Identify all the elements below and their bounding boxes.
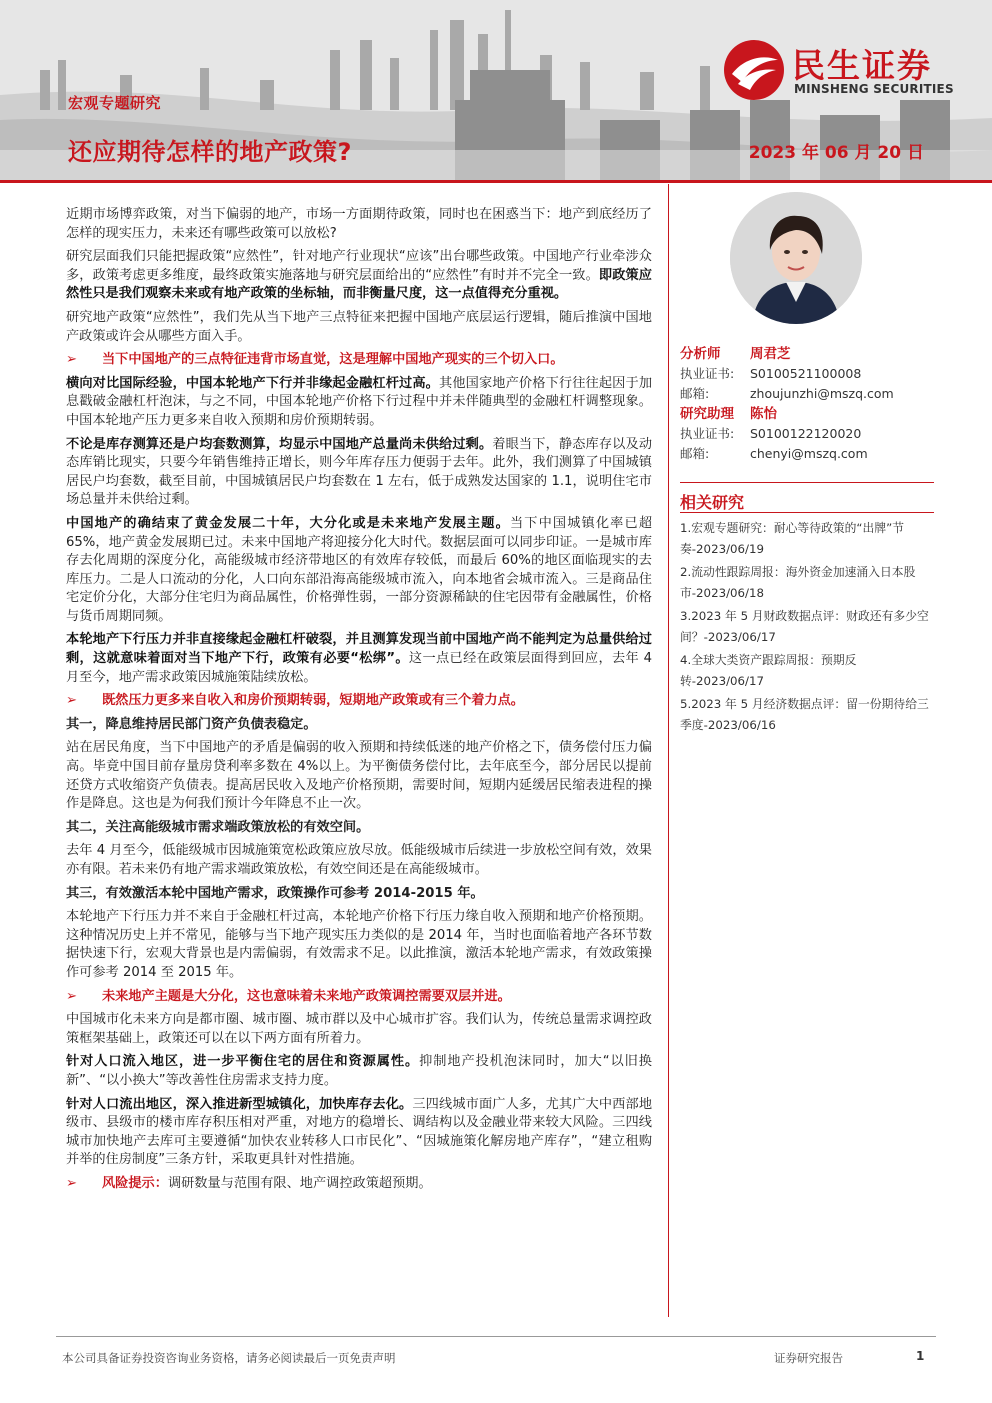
arrow-bullet-icon: ➢ (66, 1175, 78, 1191)
column-divider (668, 184, 669, 1317)
paragraph: 本轮地产下行压力并不来自于金融杠杆过高，本轮地产价格下行压力缘自收入预期和地产价格预期。这种情况历史上并不常见，能够与当下地产现实压力类似的是 2014 年，当时也面临着地产各环节数据快速下行，宏观大背景也是内需偏弱，有效需求不足。以此推演，激活本轮地产需求，有效政策操作可参考 2014 至 2015 年。 (66, 909, 652, 980)
key-point (66, 988, 652, 1007)
related-research-item[interactable]: 5.2023 年 5 月经济数据点评：留一份期待给三季度-2023/06/16 (680, 697, 929, 732)
analyst-name: 周君芝 (750, 346, 791, 362)
paragraph: 近期市场博弈政策，对当下偏弱的地产，市场一方面期待政策，同时也在困惑当下：地产到底经历了怎样的现实压力，未来还有哪些政策可以放松? (66, 207, 652, 241)
footer-divider (56, 1336, 936, 1337)
report-category: 宏观专题研究 (68, 94, 162, 112)
paragraph: 站在居民角度，当下中国地产的矛盾是偏弱的收入预期和持续低迷的地产价格之下，债务偿付压力偏高。毕竟中国目前存量房贷利率多数在 4%以上。为平衡债务偿付比，去年底至今，部分居民以提前还贷方式收缩资产负债表。提高居民收入及地产价格预期，需要时间，短期内延缓居民缩表进程的操作是降息。这也是为何我们预计今年降息不止一次。 (66, 740, 652, 812)
paragraph-text: 当下中国城镇化率已超 65%，地产黄金发展期已过。未来中国地产将迎接分化大时代。数据层面可以同步印证。一是城市库存去化周期的深度分化，高能级城市经济带地区的有效库存较低，而最后 60%的地区面临现实的去库压力。二是人口流动的分化，人口向东部沿海高能级城市流入，向本地省会城市流入。三是商品住宅定价分化，大部分住宅归为商品属性，价格弹性弱，一部分资源稀缺的住宅因带有金融属性，价格与货币周期同频。 (66, 515, 653, 624)
paragraph-text: 抑制地产投机泡沫同时，加大“以旧换新”、“以小换大”等改善性住房需求支持力度。 (66, 1054, 652, 1088)
related-research-item[interactable]: 3.2023 年 5 月财政数据点评：财政还有多少空间？-2023/06/17 (680, 609, 929, 644)
email-label: 邮箱: (680, 386, 710, 401)
risk-note (66, 1175, 652, 1194)
logo-name: 民生证券 (792, 46, 932, 85)
report-title: 还应期待怎样的地产政策? (68, 138, 352, 166)
assistant-name: 陈怡 (750, 406, 777, 422)
paragraph-emphasis: 本轮地产下行压力并非直接缘起金融杠杆破裂，并且测算发现当前中国地产尚不能判定为总量供给过剩，这就意味着面对当下地产下行，政策有必要“松绑”。 (66, 632, 652, 667)
paragraph: 中国城市化未来方向是都市圈、城市圈、城市群以及中心城市扩容。我们认为，传统总量需求调控政策框架基础上，政策还可以在以下两方面有所着力。 (66, 1012, 652, 1046)
key-point-text: 既然压力更多来自收入和房价预期转弱，短期地产政策或有三个着力点。 (102, 693, 524, 709)
paragraph-emphasis: 不论是库存测算还是户均套数测算，均显示中国地产总量尚未供给过剩。 (66, 436, 493, 452)
paragraph-text: 这一点已经在政策层面得到回应，去年 4 月至今，地产需求政策因城施策陆续放松。 (66, 651, 652, 685)
paragraph (66, 1096, 652, 1170)
banner-divider (0, 180, 992, 183)
assistant-email-row (680, 444, 934, 464)
related-research-item[interactable]: 1.宏观专题研究：耐心等待政策的“出牌”节奏-2023/06/19 (680, 521, 905, 556)
key-point (66, 692, 652, 711)
section-heading: 其二，关注高能级城市需求端政策放松的有效空间。 (66, 819, 370, 835)
paragraph-text: 研究层面我们只能把握政策“应然性”，针对地产行业现状“应该”出台哪些政策。中国地产行业牵涉众多，政策考虑更多维度，最终政策实施落地与研究层面给出的“应然性”有时并不完全一致。 (66, 249, 652, 283)
page-number: 1 (916, 1349, 925, 1363)
company-logo (722, 38, 972, 102)
analyst-row (680, 344, 934, 364)
related-research-title: 相关研究 (680, 493, 745, 512)
analyst-info (680, 344, 934, 464)
paragraph (66, 248, 652, 304)
related-divider-bottom (680, 512, 934, 513)
analyst-role: 分析师 (680, 346, 721, 362)
analyst-cert-row (680, 364, 934, 384)
paragraph (66, 631, 652, 687)
key-point-text: 未来地产主题是大分化，这也意味着未来地产政策调控需要双层并进。 (102, 988, 511, 1004)
analyst-cert: S0100521100008 (750, 366, 862, 381)
paragraph-text: 其他国家地产价格下行往往起因于加息戳破金融杠杆泡沫，与之不同，中国本轮地产价格下行过程中并未伴随典型的金融杠杆调整现象。中国本轮地产压力更多来自收入预期和房价预期转弱。 (66, 375, 653, 428)
analyst-avatar (730, 192, 862, 324)
paragraph (66, 515, 652, 627)
analyst-photo-icon (730, 192, 862, 324)
arrow-bullet-icon: ➢ (66, 693, 78, 709)
related-divider-top (680, 482, 934, 483)
analyst-email-row (680, 384, 934, 404)
paragraph: 研究地产政策“应然性”，我们先从当下地产三点特征来把握中国地产底层运行逻辑，随后推演中国地产政策或许会从哪些方面入手。 (66, 309, 652, 344)
paragraph-emphasis: 针对人口流出地区，深入推进新型城镇化，加快库存去化。 (66, 1096, 413, 1112)
logo-mark-icon (722, 38, 786, 102)
footer-report-type: 证券研究报告 (774, 1351, 843, 1365)
risk-note-text (102, 1175, 432, 1194)
section-heading: 其三，有效激活本轮中国地产需求，政策操作可参考 2014-2015 年。 (66, 885, 484, 901)
paragraph-emphasis: 即政策应然性只是我们观察未来或有地产政策的坐标轴，而非衡量尺度，这一点值得充分重视。 (66, 267, 652, 302)
paragraph-text: 三四线城市面广人多，尤其广大中西部地级市、县级市的楼市库存积压相对严重，对地方的稳增长、调结构以及金融业带来较大风险。三四线城市加快地产去库可主要遵循“加快农业转移人口市民化”、“因城施策化解房地产库存”，“建立租购并举的住房制度”三条方针，采取更具针对性措施。 (66, 1096, 653, 1168)
analyst-email[interactable]: zhoujunzhi@mszq.com (750, 386, 894, 401)
paragraph (66, 1053, 652, 1090)
paragraph (66, 436, 652, 510)
report-body (66, 206, 652, 1199)
assistant-cert: S0100122120020 (750, 426, 862, 441)
footer-disclaimer: 本公司具备证券投资咨询业务资格，请务必阅读最后一页免责声明 (62, 1351, 396, 1365)
section-heading: 其一，降息维持居民部门资产负债表稳定。 (66, 716, 317, 732)
paragraph (66, 375, 652, 431)
risk-label: 风险提示： (102, 1175, 168, 1191)
key-point-text: 当下中国地产的三点特征违背市场直觉，这是理解中国地产现实的三个切入口。 (102, 352, 564, 368)
paragraph-text: 着眼当下，静态库存以及动态库销比现实，只要今年销售维持正增长，则今年库存压力便弱于去年。此外，我们测算了中国城镇居民户均套数，截至目前，中国城镇居民户均套数在 1 左右，低于成熟发达国家的 1.1，说明住宅市场总量并未供给过剩。 (66, 436, 653, 508)
cert-label: 执业证书: (680, 366, 735, 381)
assistant-role: 研究助理 (680, 406, 734, 422)
arrow-bullet-icon: ➢ (66, 352, 78, 368)
paragraph: 去年 4 月至今，低能级城市因城施策宽松政策应放尽放。低能级城市后续进一步放松空间有效，效果亦有限。若未来仍有地产需求端政策放松，有效空间还是在高能级城市。 (66, 843, 652, 877)
paragraph-emphasis: 针对人口流入地区，进一步平衡住宅的居住和资源属性。 (66, 1054, 420, 1070)
assistant-row (680, 404, 934, 424)
report-date: 2023 年 06 月 20 日 (748, 143, 924, 163)
related-research-item[interactable]: 4.全球大类资产跟踪周报：预期反转-2023/06/17 (680, 653, 857, 688)
cert-label: 执业证书: (680, 426, 735, 441)
key-point (66, 351, 652, 370)
related-research-item[interactable]: 2.流动性跟踪周报：海外资金加速涌入日本股市-2023/06/18 (680, 565, 916, 600)
assistant-email[interactable]: chenyi@mszq.com (750, 446, 868, 461)
email-label: 邮箱: (680, 446, 710, 461)
paragraph-emphasis: 横向对比国际经验，中国本轮地产下行并非缘起金融杠杆过高。 (66, 375, 439, 391)
arrow-bullet-icon: ➢ (66, 988, 78, 1004)
related-research-list (680, 518, 934, 738)
header-banner (0, 0, 992, 182)
paragraph-emphasis: 中国地产的确结束了黄金发展二十年，大分化或是未来地产发展主题。 (66, 515, 510, 531)
logo-english-name: MINSHENG SECURITIES (794, 82, 954, 96)
assistant-cert-row (680, 424, 934, 444)
risk-detail: 调研数量与范围有限、地产调控政策超预期。 (167, 1175, 432, 1191)
